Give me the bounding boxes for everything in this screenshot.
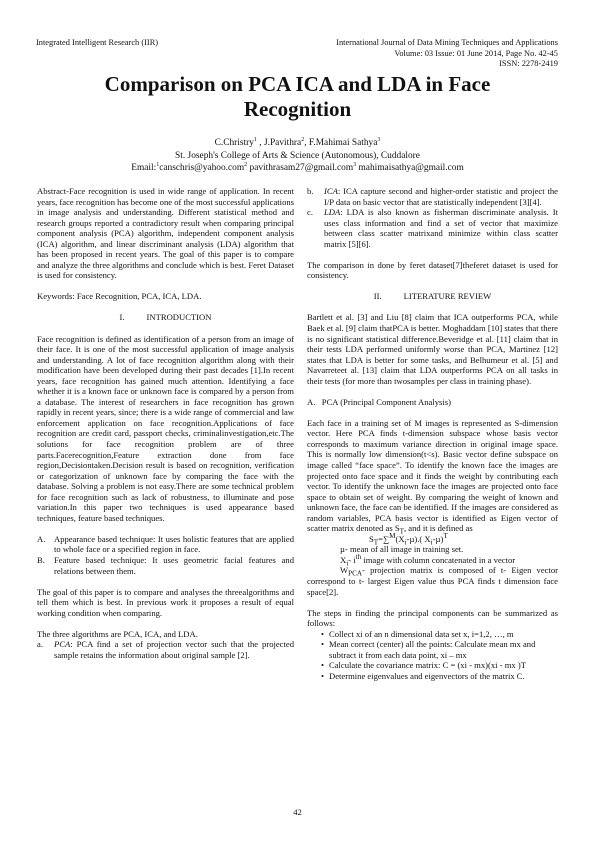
algorithms-intro: The three algorithms are PCA, ICA, and LDA.	[37, 628, 198, 639]
step-text: Determine eigenvalues and eigenvectors of the matrix C.	[329, 670, 525, 681]
section-title: INTRODUCTION	[146, 312, 212, 323]
list-text: Feature based technique: It uses geometric facial features and relations between them.	[54, 554, 294, 576]
author-1: C.Christry	[214, 138, 254, 148]
eq-term-sub: i	[404, 538, 407, 547]
journal-publisher: Integrated Intelligent Research (IIR)	[36, 38, 159, 47]
eq-term: -µ)	[432, 533, 444, 544]
section-title: LITERATURE REVIEW	[403, 291, 492, 302]
email-prefix: Email:	[131, 163, 157, 173]
right-column	[307, 186, 558, 681]
list-item-lda	[307, 207, 558, 249]
intro-paragraph-1: Face recognition is defined as identification of a person from an image of their face. It is one of the most successful application of image analysis and understanding. A lot of face recognition algorithm along with their modification have been developed during their past decades [1].In recent years, face recognition has gained much attention. Identifying a face whether it is a known face or unknown face is compared by a person from a database. The interest of researchers in face recognition has grown rapidly in recent years, since; there is a wide range of commercial and law enforcement application on face recognition.Applications of face recognition are credit card, passport checks, criminalinvestigation,etc.The solutions for face recognition problem are of three parts.Facerecognition,Feature extraction done from face region,Decisiontaken.Decision result is based on recognition, verification or categorization of unknown face by comparing the face with the database. Solving a problem is not easy.There are some technical problem for face recognition such as lack of robustness, to illuminate and pose variation.In this paper two techniques is used appearance based techniques, feature based techniques.	[37, 333, 294, 523]
keywords-label: Keywords:	[37, 291, 75, 302]
list-marker: a.	[37, 639, 43, 650]
author-names	[40, 137, 555, 150]
eq-sum-sup: M	[389, 531, 396, 540]
comparison-paragraph: The comparison in done by feret dataset[7]theferet dataset is used for consistency.	[307, 259, 558, 281]
eq-term-sub: i	[430, 538, 433, 547]
eq-transpose: T	[443, 531, 448, 540]
journal-name: International Journal of Data Mining Techniques and Applications	[336, 38, 558, 47]
journal-info	[258, 38, 558, 70]
eq-term: (X	[395, 533, 405, 544]
scatter-matrix-equation	[307, 531, 558, 547]
title-line-1: Comparison on PCA ICA and LDA in Face	[104, 72, 491, 96]
eq-term: -µ).( X	[406, 533, 431, 544]
algo-name: PCA	[54, 639, 71, 650]
algo-text: : ICA capture second and higher-order statistic and project the I/P data on basic vector that are statistically independent [3][4].	[324, 186, 558, 207]
page-number: 42	[293, 807, 302, 817]
list-marker: A.	[37, 533, 46, 544]
author-3-mark: 3	[377, 137, 381, 143]
var-x-text: - i	[348, 554, 356, 565]
step-text: Calculate the covariance matrix: C = (xi - mx)(xi - mx )T	[329, 660, 526, 671]
author-block	[40, 137, 555, 175]
bullet: •	[321, 639, 325, 650]
variable-mu: µ- mean of all image in training set.	[340, 544, 464, 555]
variable-w	[307, 565, 558, 597]
step-item	[307, 671, 558, 682]
eq-lhs: S	[369, 533, 374, 544]
abstract: Abstract-Face recognition is used in wide range of application. In recent years, face recognition has become one of the most successful applications in image analysis and understanding. Different statistical method and research groups reported a contradictory result when comparing principal component analysis (PCA) algorithm, independent component analysis (ICA) algorithm, and linear discriminant analysis (LDA) algorithm that has been proposed in recent years. The goal of this paper is to compare and analyze the three algorithms and conclude which is best. Feret Dataset is used for consistency.	[37, 186, 295, 281]
section-number: I.	[119, 312, 125, 323]
email-2-mark: 2	[244, 162, 248, 168]
eq-lhs-sub: T	[373, 538, 379, 547]
pca-sub: T	[399, 527, 404, 536]
algo-name: ICA	[324, 186, 338, 196]
step-item	[307, 639, 558, 660]
email-2[interactable]: pavithrasam27@gmail.com	[247, 163, 354, 173]
list-marker: b.	[307, 186, 314, 196]
list-marker: B.	[37, 554, 45, 565]
var-x-sup: th	[355, 553, 362, 562]
pca-text: Each face in a training set of M images is represented as S-dimension vector. Here PCA finds t-dimension subspace whose basis vector corresponds to maximum variance direction in original image space. This is normally low dimension(t<s). Basic vector define subspace on image called “face space”. To identify the known face the images are projected onto face space and it finds the weight by contributing each vector. To identify the unknown face the images are projected onto face space to obtain set of weight. By comparing the weight of known and unknown face, the face can be identified. If the images are considered as random variables, PCA basis vector is identified as Eigen vector of scatter matrix denoted as S	[307, 417, 558, 534]
email-1-mark: 1	[156, 162, 160, 168]
var-x-sub: i	[346, 559, 349, 568]
section-number: II.	[373, 291, 382, 302]
author-3: , F.Mahimai Sathya	[304, 138, 378, 148]
algo-text: : LDA is also known as fisherman discriminate analysis. It uses class information and find a set of vector that maximize between class scatter matrixand minimize within class scatter matrix [5][6].	[324, 207, 558, 249]
list-item-pca	[37, 639, 294, 660]
section-heading-literature	[307, 291, 558, 302]
affiliation: St. Joseph's College of Arts & Science (Autonomous), Cuddalore	[175, 150, 420, 161]
keywords-text: Face Recognition, PCA, ICA, LDA.	[74, 291, 202, 302]
paper-title	[40, 72, 555, 122]
author-2-mark: 2	[301, 137, 305, 143]
email-1[interactable]: canschris@yahoo.com	[159, 163, 245, 173]
steps-intro: The steps in finding the principal components can be summarized as follows:	[307, 607, 558, 629]
journal-volume: Volume: 03 Issue: 01 June 2014, Page No. 42-45	[394, 48, 558, 58]
step-item	[307, 660, 558, 671]
title-line-2: Recognition	[243, 97, 352, 121]
var-w-sub: PCA	[348, 570, 363, 579]
var-x: X	[340, 554, 347, 565]
var-w-desc: - projection matrix is composed of t- Eigen vector correspond to t- largest Eigen value thus PCA finds t dimension face space[2].	[307, 565, 558, 597]
technique-list	[37, 534, 294, 576]
var-w: W	[340, 565, 349, 576]
variable-x	[307, 555, 558, 566]
list-text: Appearance based technique: It uses holistic features that are applied to whole face or a specified region in face.	[54, 533, 294, 555]
keywords	[37, 291, 294, 302]
eq-sum: =∑	[378, 533, 390, 544]
pca-paragraph	[307, 418, 558, 534]
email-3-mark: 3	[353, 162, 357, 168]
section-heading-introduction	[37, 312, 294, 323]
algo-name: LDA	[324, 207, 341, 218]
literature-paragraph: Bartlett et al. [3] and Liu [8] claim that ICA outperforms PCA, while Baek et al. [9] claim thatPCA is better. Moghaddam [10] states that there is no significant statistical difference.Beveridge et al. [11] claim that in their tests LDA performed uniformly worse than PCA, Martinez [12] states that LDA is better for some tasks, and Belhumeur et al. [5] and Navarreteet al. [13] claim that LDA outperforms PCA on all tasks in their tests (for more than twosamples per class in training phase).	[307, 312, 558, 386]
bullet: •	[321, 628, 325, 639]
step-item	[307, 629, 558, 640]
list-item	[37, 555, 294, 576]
email-3[interactable]: mahimaisathya@gmail.com	[356, 163, 464, 173]
left-column	[37, 186, 294, 660]
bullet: •	[321, 660, 325, 671]
intro-paragraph-2: The goal of this paper is to compare and analyses the threealgorithms and tell them which is best. In previous work it proposes a result of equal working condition when comparing.	[37, 586, 294, 618]
list-item	[37, 534, 294, 555]
algo-text: : PCA find a set of projection vector such that the projected sample retains the information about original sample [2].	[54, 639, 294, 660]
author-2: , J.Pavithra	[256, 138, 302, 148]
subsection-heading-pca: A. PCA (Principal Component Analysis)	[307, 396, 451, 407]
step-text: Collect xi of an n dimensional data set x, i=1,2, …, m	[329, 628, 514, 639]
pca-text-end: , and it is defined as	[403, 523, 473, 534]
author-1-mark: 1	[253, 137, 257, 143]
step-text: Mean correct (center) all the points: Calculate mean mx and subtract it from each data point, xi – mx	[329, 639, 536, 660]
bullet: •	[321, 670, 325, 681]
var-x-desc: image with column concatenated in a vector	[361, 554, 516, 565]
list-marker: c.	[307, 207, 313, 218]
journal-issn: ISSN: 2278-2419	[499, 59, 558, 69]
author-emails	[40, 162, 555, 175]
list-item-ica	[307, 186, 558, 207]
